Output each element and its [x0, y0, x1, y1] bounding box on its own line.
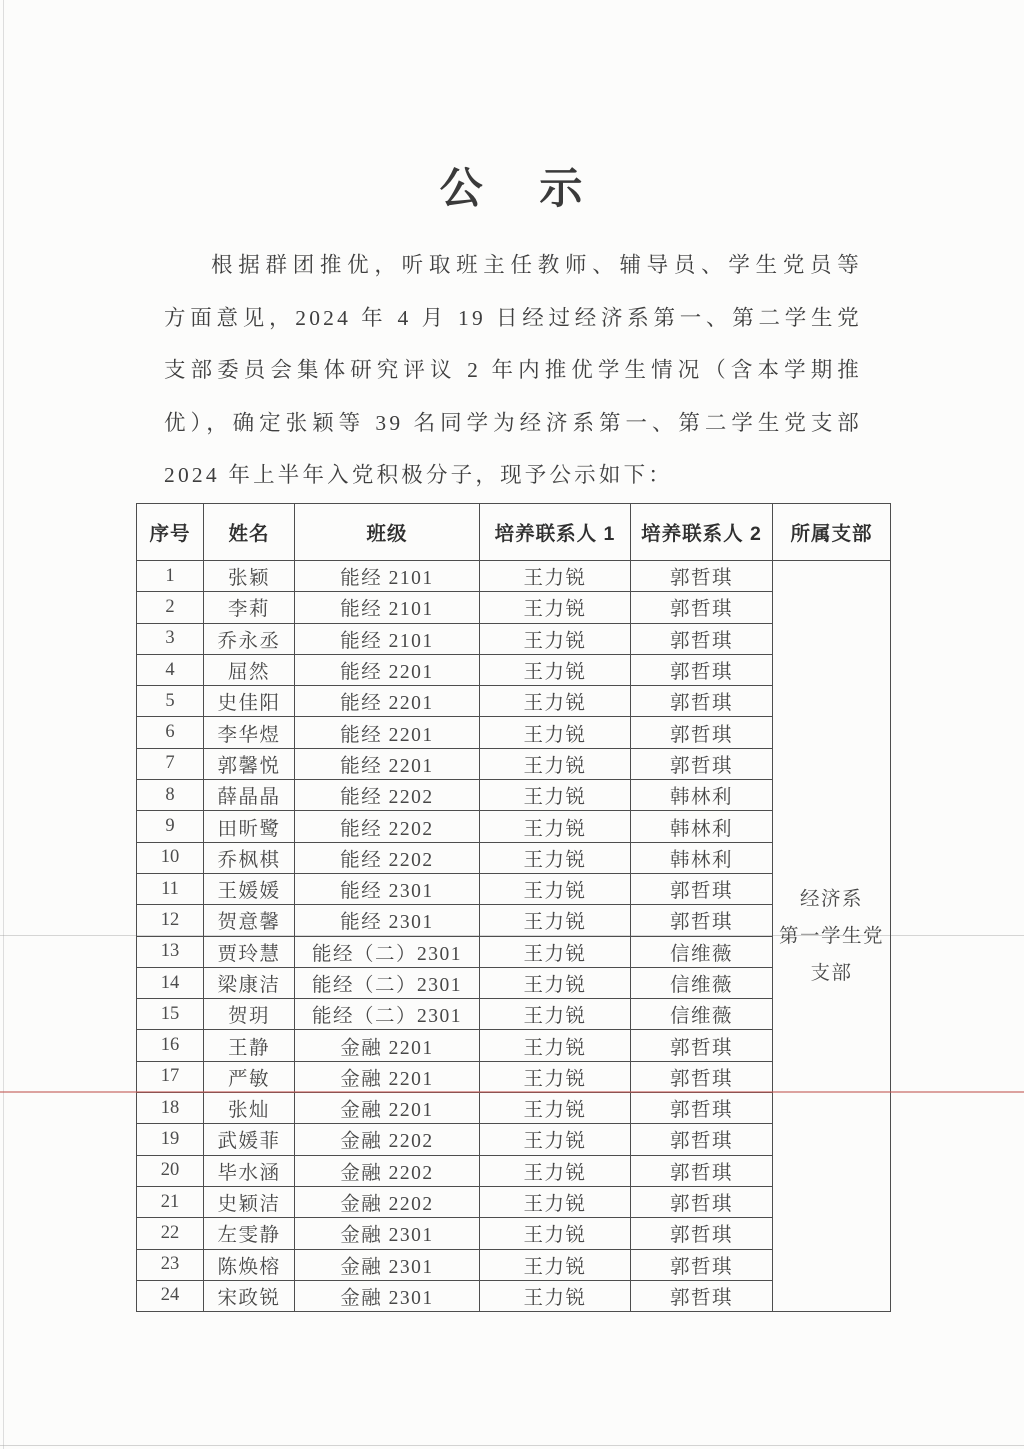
- body-line: 支部委员会集体研究评议 2 年内推优学生情况（含本学期推: [164, 358, 862, 383]
- cell-name: 史颖洁: [204, 1186, 295, 1217]
- cell-contact1: 王力锐: [480, 654, 631, 685]
- cell-class: 能经 2101: [295, 592, 480, 623]
- cell-contact1: 王力锐: [480, 1124, 631, 1155]
- cell-no: 14: [137, 967, 204, 998]
- cell-contact1: 王力锐: [480, 842, 631, 873]
- cell-name: 宋政锐: [204, 1280, 295, 1311]
- scan-edge-bottom: [0, 1445, 1024, 1446]
- cell-no: 15: [137, 999, 204, 1030]
- cell-no: 2: [137, 592, 204, 623]
- cell-no: 4: [137, 654, 204, 685]
- cell-contact1: 王力锐: [480, 1280, 631, 1311]
- cell-contact2: 郭哲琪: [631, 873, 773, 904]
- cell-contact2: 信维薇: [631, 999, 773, 1030]
- cell-name: 毕水涵: [204, 1155, 295, 1186]
- cell-class: 能经 2301: [295, 905, 480, 936]
- cell-contact2: 郭哲琪: [631, 686, 773, 717]
- cell-contact1: 王力锐: [480, 623, 631, 654]
- cell-contact1: 王力锐: [480, 905, 631, 936]
- cell-class: 能经 2101: [295, 623, 480, 654]
- cell-class: 能经 2202: [295, 811, 480, 842]
- column-header-branch: 所属支部: [773, 504, 891, 561]
- cell-class: 金融 2201: [295, 1061, 480, 1092]
- cell-name: 史佳阳: [204, 686, 295, 717]
- cell-contact1: 王力锐: [480, 592, 631, 623]
- cell-contact1: 王力锐: [480, 780, 631, 811]
- body-paragraph: [164, 239, 862, 502]
- cell-contact1: 王力锐: [480, 999, 631, 1030]
- cell-contact2: 郭哲琪: [631, 1030, 773, 1061]
- page-title: 公 示: [439, 166, 585, 213]
- cell-contact2: 郭哲琪: [631, 1249, 773, 1280]
- cell-contact2: 郭哲琪: [631, 1061, 773, 1092]
- cell-contact2: 郭哲琪: [631, 1155, 773, 1186]
- cell-contact1: 王力锐: [480, 873, 631, 904]
- cell-contact2: 郭哲琪: [631, 561, 773, 592]
- branch-line: 第一学生党: [778, 925, 884, 947]
- cell-contact1: 王力锐: [480, 748, 631, 779]
- cell-name: 屈然: [204, 654, 295, 685]
- cell-name: 张灿: [204, 1093, 295, 1124]
- cell-class: 金融 2301: [295, 1280, 480, 1311]
- cell-no: 24: [137, 1280, 204, 1311]
- cell-contact2: 郭哲琪: [631, 1218, 773, 1249]
- body-line: 根据群团推优，听取班主任教师、辅导员、学生党员等: [211, 253, 862, 277]
- cell-class: 金融 2201: [295, 1030, 480, 1061]
- cell-branch: [773, 561, 891, 1312]
- cell-contact1: 王力锐: [480, 717, 631, 748]
- cell-no: 6: [137, 717, 204, 748]
- cell-class: 金融 2202: [295, 1124, 480, 1155]
- cell-name: 田昕鹭: [204, 811, 295, 842]
- cell-no: 1: [137, 561, 204, 592]
- cell-contact1: 王力锐: [480, 936, 631, 967]
- cell-no: 16: [137, 1030, 204, 1061]
- announcement-table: [136, 503, 891, 1312]
- cell-contact2: 郭哲琪: [631, 1186, 773, 1217]
- cell-contact2: 郭哲琪: [631, 717, 773, 748]
- cell-contact2: 郭哲琪: [631, 748, 773, 779]
- cell-no: 18: [137, 1093, 204, 1124]
- cell-name: 左雯静: [204, 1218, 295, 1249]
- cell-contact1: 王力锐: [480, 967, 631, 998]
- cell-contact2: 郭哲琪: [631, 1280, 773, 1311]
- cell-no: 5: [137, 686, 204, 717]
- cell-name: 李华煜: [204, 717, 295, 748]
- cell-no: 3: [137, 623, 204, 654]
- cell-name: 武媛菲: [204, 1124, 295, 1155]
- cell-class: 金融 2202: [295, 1155, 480, 1186]
- table-body: [137, 561, 891, 1312]
- cell-class: 能经（二）2301: [295, 999, 480, 1030]
- cell-contact2: 郭哲琪: [631, 654, 773, 685]
- cell-name: 严敏: [204, 1061, 295, 1092]
- cell-contact2: 郭哲琪: [631, 592, 773, 623]
- cell-class: 能经 2301: [295, 873, 480, 904]
- cell-class: 能经 2201: [295, 686, 480, 717]
- cell-class: 能经 2202: [295, 780, 480, 811]
- body-line: 2024 年上半年入党积极分子，现予公示如下：: [164, 463, 673, 488]
- cell-name: 贺意馨: [204, 905, 295, 936]
- cell-name: 乔永丞: [204, 623, 295, 654]
- cell-contact1: 王力锐: [480, 1218, 631, 1249]
- body-line: 优），确定张颖等 39 名同学为经济系第一、第二学生党支部: [164, 410, 862, 435]
- cell-contact1: 王力锐: [480, 1186, 631, 1217]
- cell-name: 郭馨悦: [204, 748, 295, 779]
- cell-contact1: 王力锐: [480, 561, 631, 592]
- cell-no: 10: [137, 842, 204, 873]
- cell-name: 贺玥: [204, 999, 295, 1030]
- cell-contact2: 郭哲琪: [631, 623, 773, 654]
- cell-contact1: 王力锐: [480, 1155, 631, 1186]
- cell-class: 金融 2301: [295, 1249, 480, 1280]
- cell-name: 陈焕榕: [204, 1249, 295, 1280]
- cell-no: 21: [137, 1186, 204, 1217]
- column-header-contact2: 培养联系人 2: [631, 504, 773, 561]
- cell-class: 金融 2202: [295, 1186, 480, 1217]
- cell-name: 乔枫棋: [204, 842, 295, 873]
- cell-name: 张颖: [204, 561, 295, 592]
- cell-class: 能经 2202: [295, 842, 480, 873]
- cell-contact2: 郭哲琪: [631, 905, 773, 936]
- scan-edge-left: [3, 0, 4, 1449]
- cell-contact2: 韩林利: [631, 842, 773, 873]
- cell-name: 薛晶晶: [204, 780, 295, 811]
- cell-class: 能经（二）2301: [295, 936, 480, 967]
- column-header-class: 班级: [295, 504, 480, 561]
- cell-name: 李莉: [204, 592, 295, 623]
- body-line: 方面意见，2024 年 4 月 19 日经过经济系第一、第二学生党: [164, 305, 862, 330]
- cell-name: 王媛媛: [204, 873, 295, 904]
- cell-class: 金融 2201: [295, 1093, 480, 1124]
- cell-no: 9: [137, 811, 204, 842]
- cell-no: 7: [137, 748, 204, 779]
- cell-contact1: 王力锐: [480, 686, 631, 717]
- cell-contact2: 韩林利: [631, 811, 773, 842]
- cell-name: 王静: [204, 1030, 295, 1061]
- cell-contact2: 韩林利: [631, 780, 773, 811]
- cell-contact1: 王力锐: [480, 1249, 631, 1280]
- cell-no: 11: [137, 873, 204, 904]
- cell-contact2: 信维薇: [631, 936, 773, 967]
- branch-line: 支部: [810, 962, 853, 984]
- cell-contact1: 王力锐: [480, 1061, 631, 1092]
- cell-no: 17: [137, 1061, 204, 1092]
- column-header-name: 姓名: [204, 504, 295, 561]
- column-header-no: 序号: [137, 504, 204, 561]
- cell-class: 能经 2201: [295, 654, 480, 685]
- branch-line: 经济系: [799, 888, 863, 910]
- cell-no: 22: [137, 1218, 204, 1249]
- cell-no: 19: [137, 1124, 204, 1155]
- table-header-row: [137, 504, 891, 561]
- cell-class: 金融 2301: [295, 1218, 480, 1249]
- cell-name: 梁康洁: [204, 967, 295, 998]
- column-header-contact1: 培养联系人 1: [480, 504, 631, 561]
- cell-no: 8: [137, 780, 204, 811]
- cell-class: 能经 2101: [295, 561, 480, 592]
- cell-class: 能经（二）2301: [295, 967, 480, 998]
- table-row: [137, 561, 891, 592]
- cell-contact2: 郭哲琪: [631, 1093, 773, 1124]
- cell-contact2: 郭哲琪: [631, 1124, 773, 1155]
- cell-contact2: 信维薇: [631, 967, 773, 998]
- cell-contact1: 王力锐: [480, 1093, 631, 1124]
- cell-no: 20: [137, 1155, 204, 1186]
- scan-red-line: [0, 1091, 1024, 1093]
- cell-contact1: 王力锐: [480, 811, 631, 842]
- cell-no: 12: [137, 905, 204, 936]
- cell-class: 能经 2201: [295, 748, 480, 779]
- cell-name: 贾玲慧: [204, 936, 295, 967]
- cell-no: 23: [137, 1249, 204, 1280]
- cell-contact1: 王力锐: [480, 1030, 631, 1061]
- cell-no: 13: [137, 936, 204, 967]
- cell-class: 能经 2201: [295, 717, 480, 748]
